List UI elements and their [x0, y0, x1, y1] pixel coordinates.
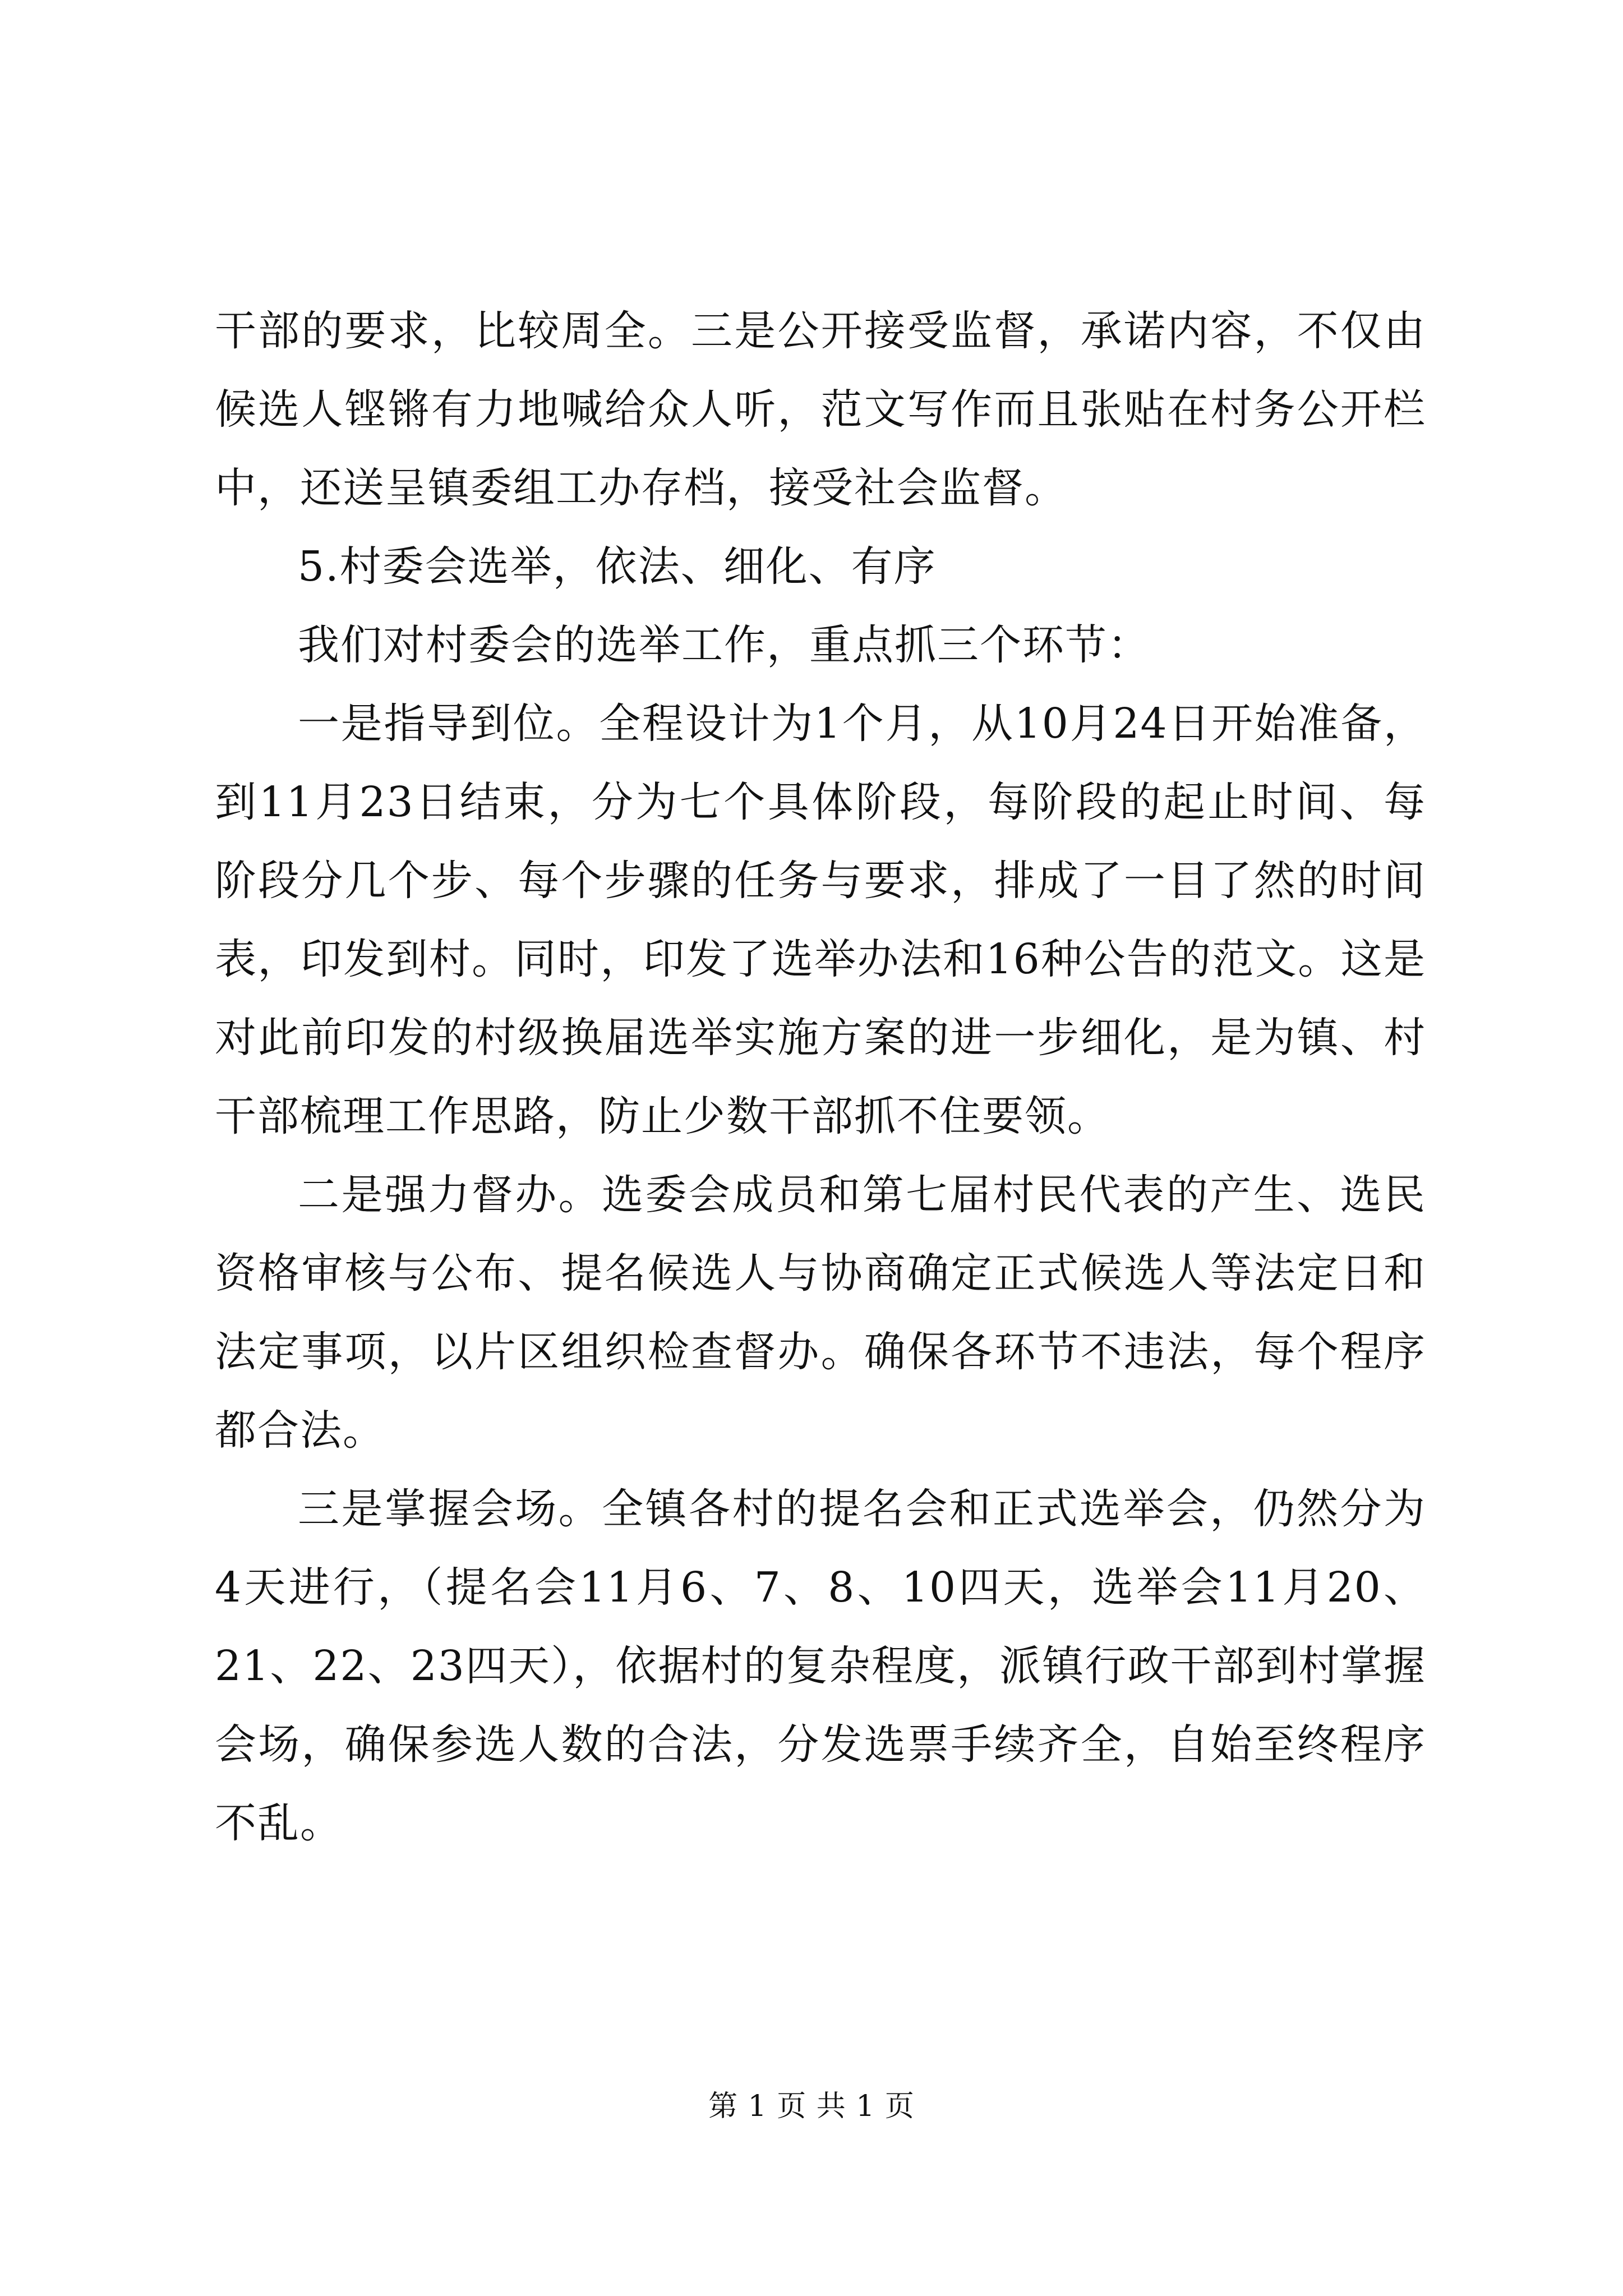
paragraph-1: 干部的要求，比较周全。三是公开接受监督，承诺内容，不仅由候选人铿锵有力地喊给众人听，范文写作而且张贴在村务公开栏中，还送呈镇委组工办存档，接受社会监督。	[215, 307, 1426, 512]
paragraph-5: 三是掌握会场。全镇各村的提名会和正式选举会，仍然分为4天进行，（提名会11月6、7、8、10四天，选举会11月20、21、22、23四天），依据村的复杂程度，派镇行政干部到村掌握会场，确保参选人数的合法，分发选票手续齐全，自始至终程序不乱。	[215, 1485, 1426, 1847]
paragraph-2: 我们对村委会的选举工作，重点抓三个环节：	[298, 621, 1150, 669]
document-body	[215, 292, 1426, 1862]
paragraph-4: 二是强力督办。选委会成员和第七届村民代表的产生、选民资格审核与公布、提名候选人与协商确定正式候选人等法定日和法定事项，以片区组织检查督办。确保各环节不违法，每个程序都合法。	[215, 1171, 1426, 1455]
section-heading: 5.村委会选举，依法、细化、有序	[298, 542, 937, 591]
paragraph-3: 一是指导到位。全程设计为1个月，从10月24日开始准备，到11月23日结束，分为七个具体阶段，每阶段的起止时间、每阶段分几个步、每个步骤的任务与要求，排成了一目了然的时间表，印发到村。同时，印发了选举办法和16种公告的范文。这是对此前印发的村级换届选举实施方案的进一步细化，是为镇、村干部梳理工作思路，防止少数干部抓不住要领。	[215, 700, 1426, 1140]
page-number-footer: 第 1 页 共 1 页	[708, 2090, 915, 2123]
